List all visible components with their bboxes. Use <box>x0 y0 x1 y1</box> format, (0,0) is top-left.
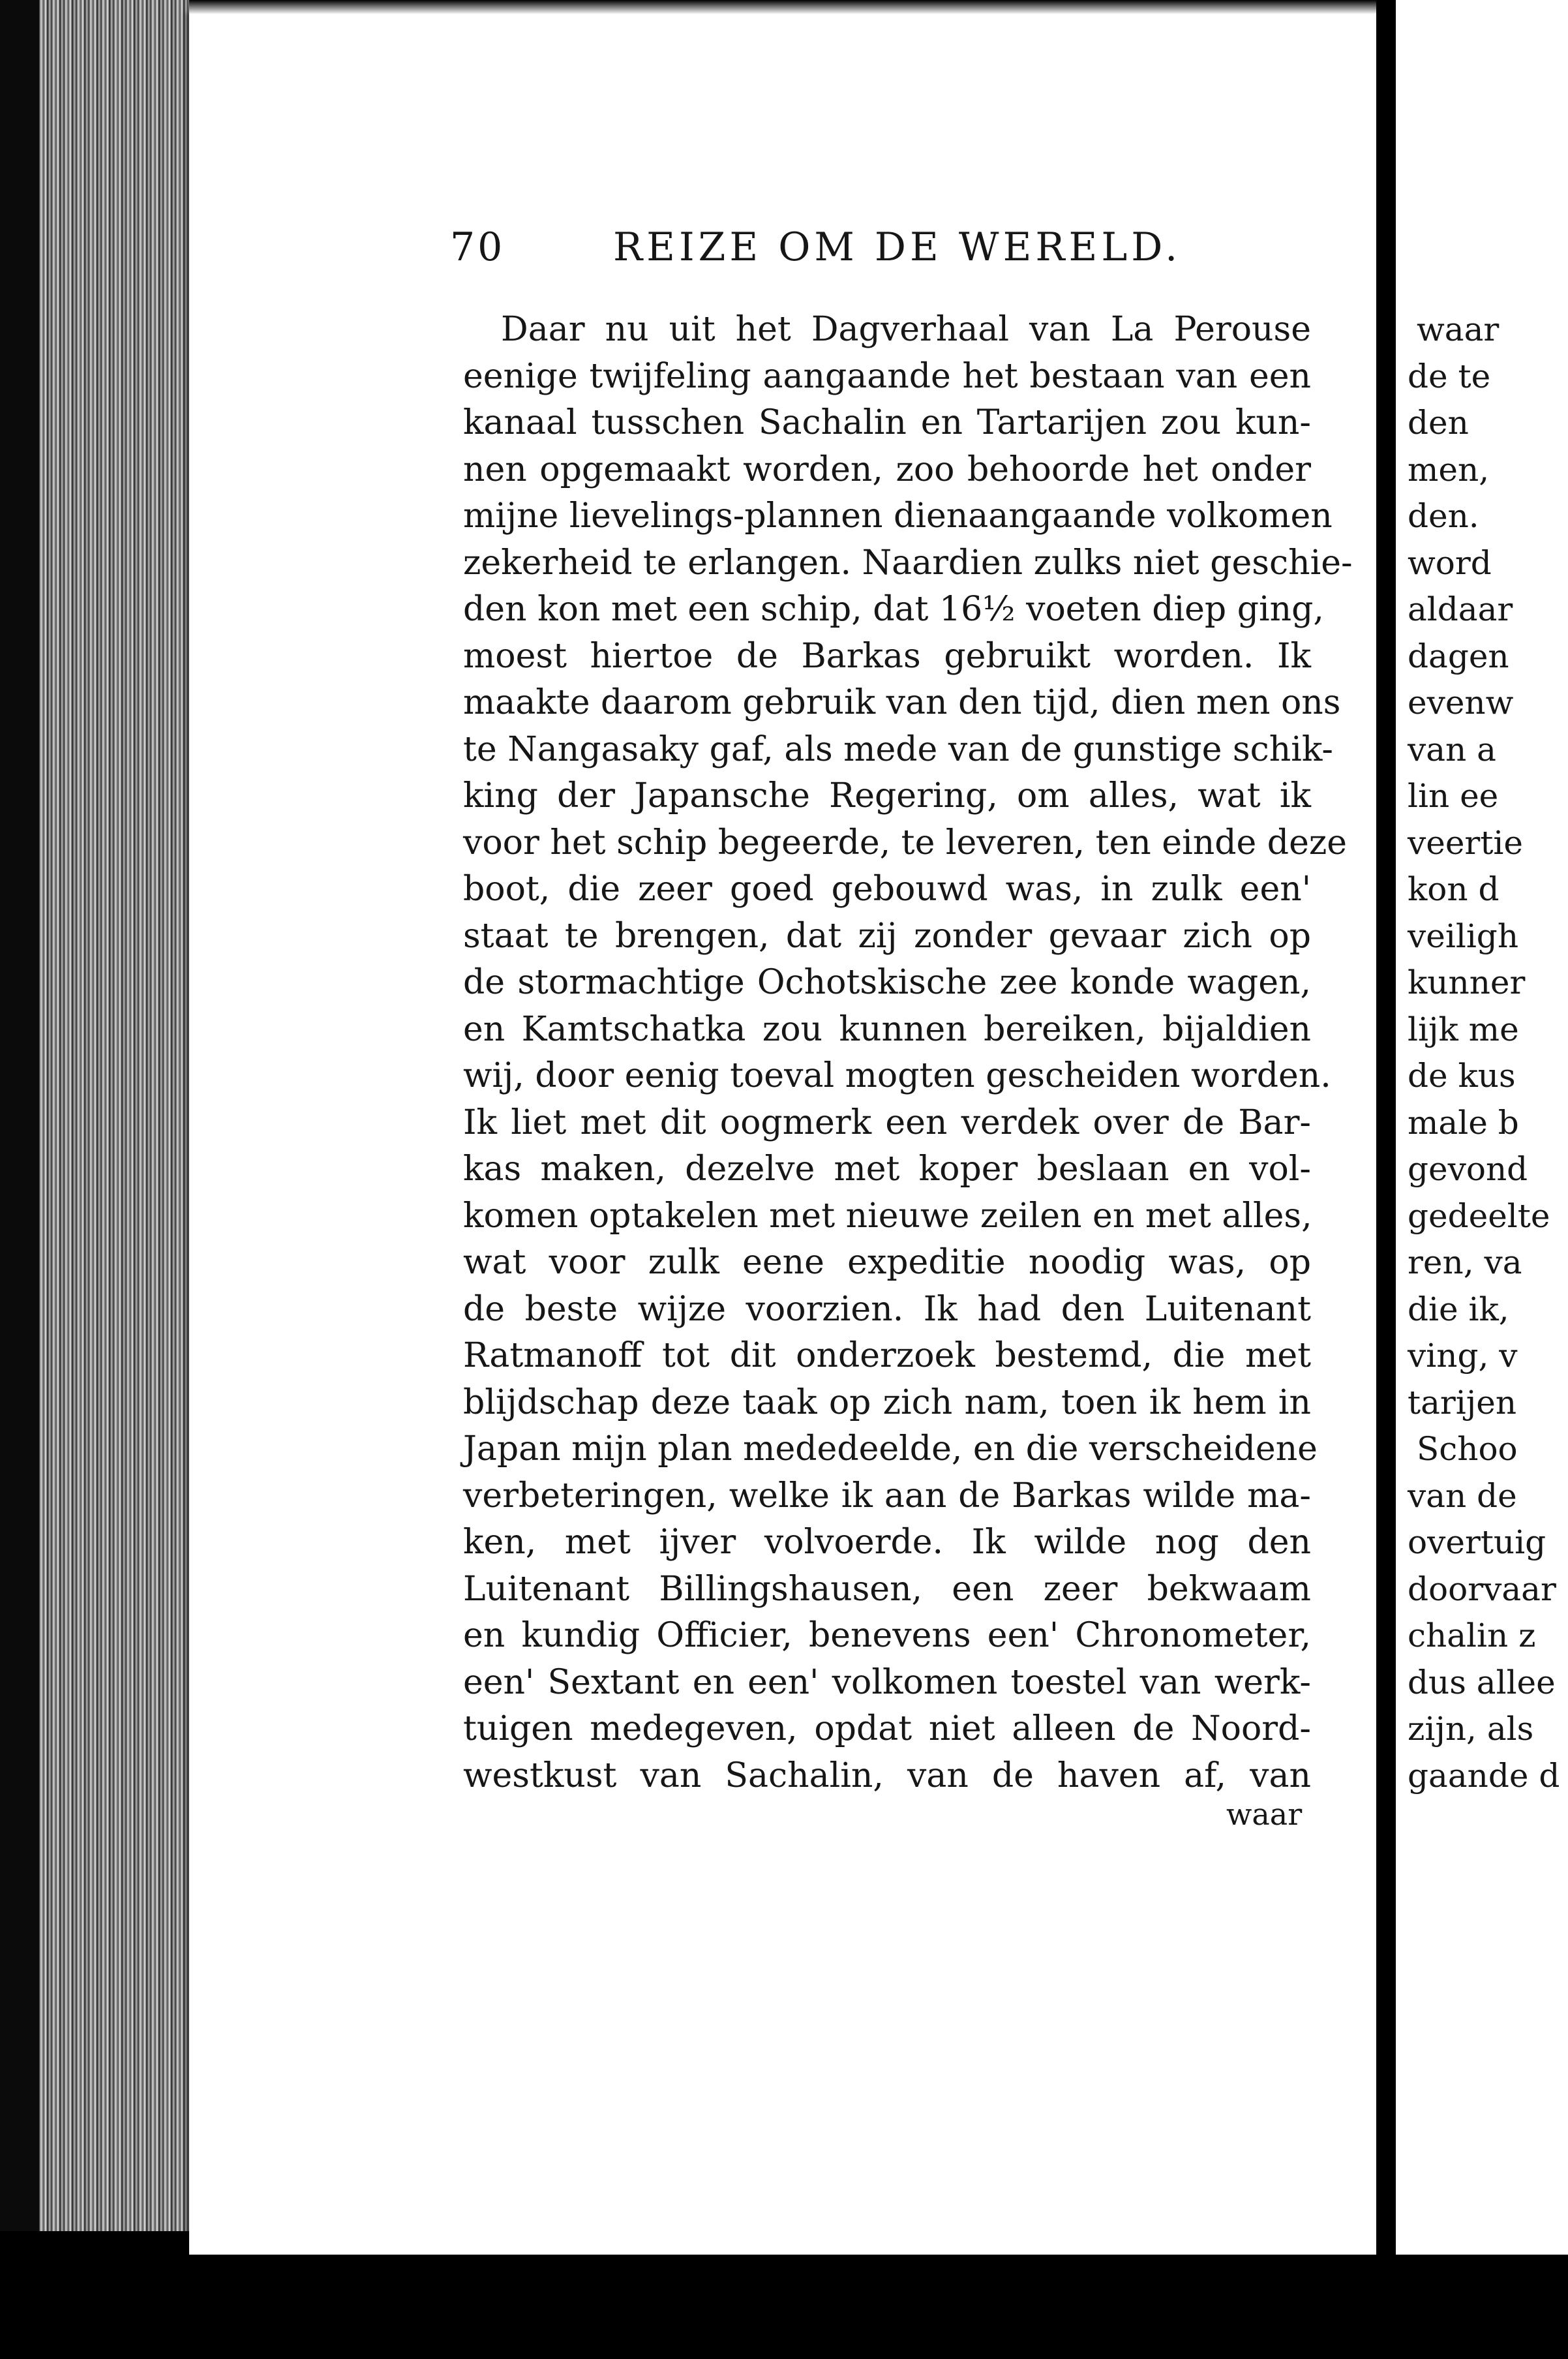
facing-text-line: gedeelte <box>1408 1196 1550 1235</box>
text-line: blijdschap deze taak op zich nam, toen ik hem in <box>463 1382 1311 1422</box>
facing-text-line: den. <box>1408 497 1479 535</box>
text-line: westkust van Sachalin, van de haven af, van <box>463 1756 1311 1795</box>
facing-page-text <box>1408 307 1568 1799</box>
facing-text-line: ren, va <box>1408 1243 1522 1281</box>
facing-text-line: doorvaar <box>1408 1570 1556 1608</box>
text-line: Ratmanoff tot dit onderzoek bestemd, die met <box>463 1336 1311 1375</box>
text-line: voor het schip begeerde, te leveren, ten einde deze <box>463 823 1348 862</box>
text-line: ken, met ijver volvoerde. Ik wilde nog den <box>463 1523 1311 1562</box>
text-line: king der Japansche Regering, om alles, wat ik <box>463 776 1311 815</box>
text-line: wat voor zulk eene expeditie noodig was, op <box>463 1243 1311 1282</box>
facing-text-line: de te <box>1408 357 1491 395</box>
facing-text-line: aldaar <box>1408 590 1513 628</box>
facing-text-line: word <box>1408 543 1492 582</box>
facing-text-line: lijk me <box>1408 1010 1519 1048</box>
text-line: wij, door eenig toeval mogten gescheiden worden. <box>463 1056 1331 1095</box>
body-text <box>463 307 1353 1799</box>
facing-text-line: gevond <box>1408 1150 1528 1188</box>
facing-text-line: kon d <box>1408 870 1500 908</box>
facing-text-line: overtuig <box>1408 1523 1546 1561</box>
text-line: Ik liet met dit oogmerk een verdek over de Bar- <box>463 1103 1311 1142</box>
facing-text-line: lin ee <box>1408 777 1499 815</box>
text-line: de beste wijze voorzien. Ik had den Luitenant <box>463 1289 1311 1329</box>
facing-text-line: veertie <box>1408 823 1524 862</box>
facing-text-line: kunner <box>1408 964 1526 1001</box>
facing-text-line: waar <box>1417 311 1500 348</box>
text-line: den kon met een schip, dat 16½ voeten diep ging, <box>463 590 1324 629</box>
facing-text-line: den <box>1408 404 1469 442</box>
facing-text-line: de kus <box>1408 1057 1516 1095</box>
text-line: en Kamtschatka zou kunnen bereiken, bijaldien <box>463 1009 1311 1049</box>
facing-text-line: zijn, als <box>1408 1710 1534 1748</box>
facing-text-line: dus allee <box>1408 1663 1556 1701</box>
facing-text-line: chalin z <box>1408 1617 1536 1654</box>
text-line: mijne lievelings-plannen dienaangaande volkomen <box>463 496 1333 536</box>
facing-text-line: dagen <box>1408 637 1509 675</box>
facing-text-line: tarijen <box>1408 1383 1517 1422</box>
text-line: verbeteringen, welke ik aan de Barkas wilde ma- <box>463 1476 1311 1515</box>
text-line: te Nangasaky gaf, als mede van de gunstige schik- <box>463 729 1333 769</box>
page-number: 70 <box>450 224 505 270</box>
facing-text-line: van a <box>1408 730 1496 769</box>
top-shadow <box>189 0 1384 14</box>
facing-text-line: van de <box>1408 1476 1517 1515</box>
text-line: een' Sextant en een' volkomen toestel van werk- <box>463 1662 1311 1702</box>
facing-text-line: veiligh <box>1408 917 1519 955</box>
facing-text-line: male b <box>1408 1103 1519 1142</box>
text-line: Luitenant Billingshausen, een zeer bekwaam <box>463 1569 1311 1609</box>
facing-text-line: men, <box>1408 450 1490 489</box>
text-line: de stormachtige Ochotskische zee konde wagen, <box>463 963 1311 1002</box>
text-line: maakte daarom gebruik van den tijd, dien men ons <box>463 683 1341 722</box>
text-line: Japan mijn plan mededeelde, en die verscheidene <box>463 1429 1318 1469</box>
text-line: moest hiertoe de Barkas gebruikt worden. Ik <box>463 636 1311 676</box>
catchword: waar <box>1226 1797 1303 1832</box>
text-line: Daar nu uit het Dagverhaal van La Perouse <box>501 310 1311 349</box>
text-line: staat te brengen, dat zij zonder gevaar zich op <box>463 916 1311 956</box>
text-line: en kundig Officier, benevens een' Chronometer, <box>463 1616 1311 1655</box>
text-line: zekerheid te erlangen. Naardien zulks niet geschie- <box>463 543 1353 583</box>
text-line: kas maken, dezelve met koper beslaan en vol- <box>463 1149 1311 1189</box>
facing-text-line: die ik, <box>1408 1290 1509 1328</box>
facing-text-line: gaande d <box>1408 1756 1560 1795</box>
book-gutter <box>1376 0 1396 2359</box>
text-line: komen optakelen met nieuwe zeilen en met alles, <box>463 1196 1312 1236</box>
bottom-shadow <box>0 2255 1568 2359</box>
facing-text-line: Schoo <box>1417 1430 1518 1468</box>
running-title: REIZE OM DE WERELD. <box>613 224 1182 270</box>
text-line: kanaal tusschen Sachalin en Tartarijen zou kun- <box>463 403 1311 442</box>
text-line: tuigen medegeven, opdat niet alleen de Noord- <box>463 1709 1311 1748</box>
text-line: nen opgemaakt worden, zoo behoorde het onder <box>463 449 1311 489</box>
text-line: eenige twijfeling aangaande het bestaan van een <box>463 356 1311 396</box>
facing-text-line: ving, v <box>1408 1337 1518 1375</box>
page-header <box>450 224 1428 283</box>
facing-text-line: evenw <box>1408 684 1514 722</box>
text-line: boot, die zeer goed gebouwd was, in zulk een' <box>463 870 1311 909</box>
